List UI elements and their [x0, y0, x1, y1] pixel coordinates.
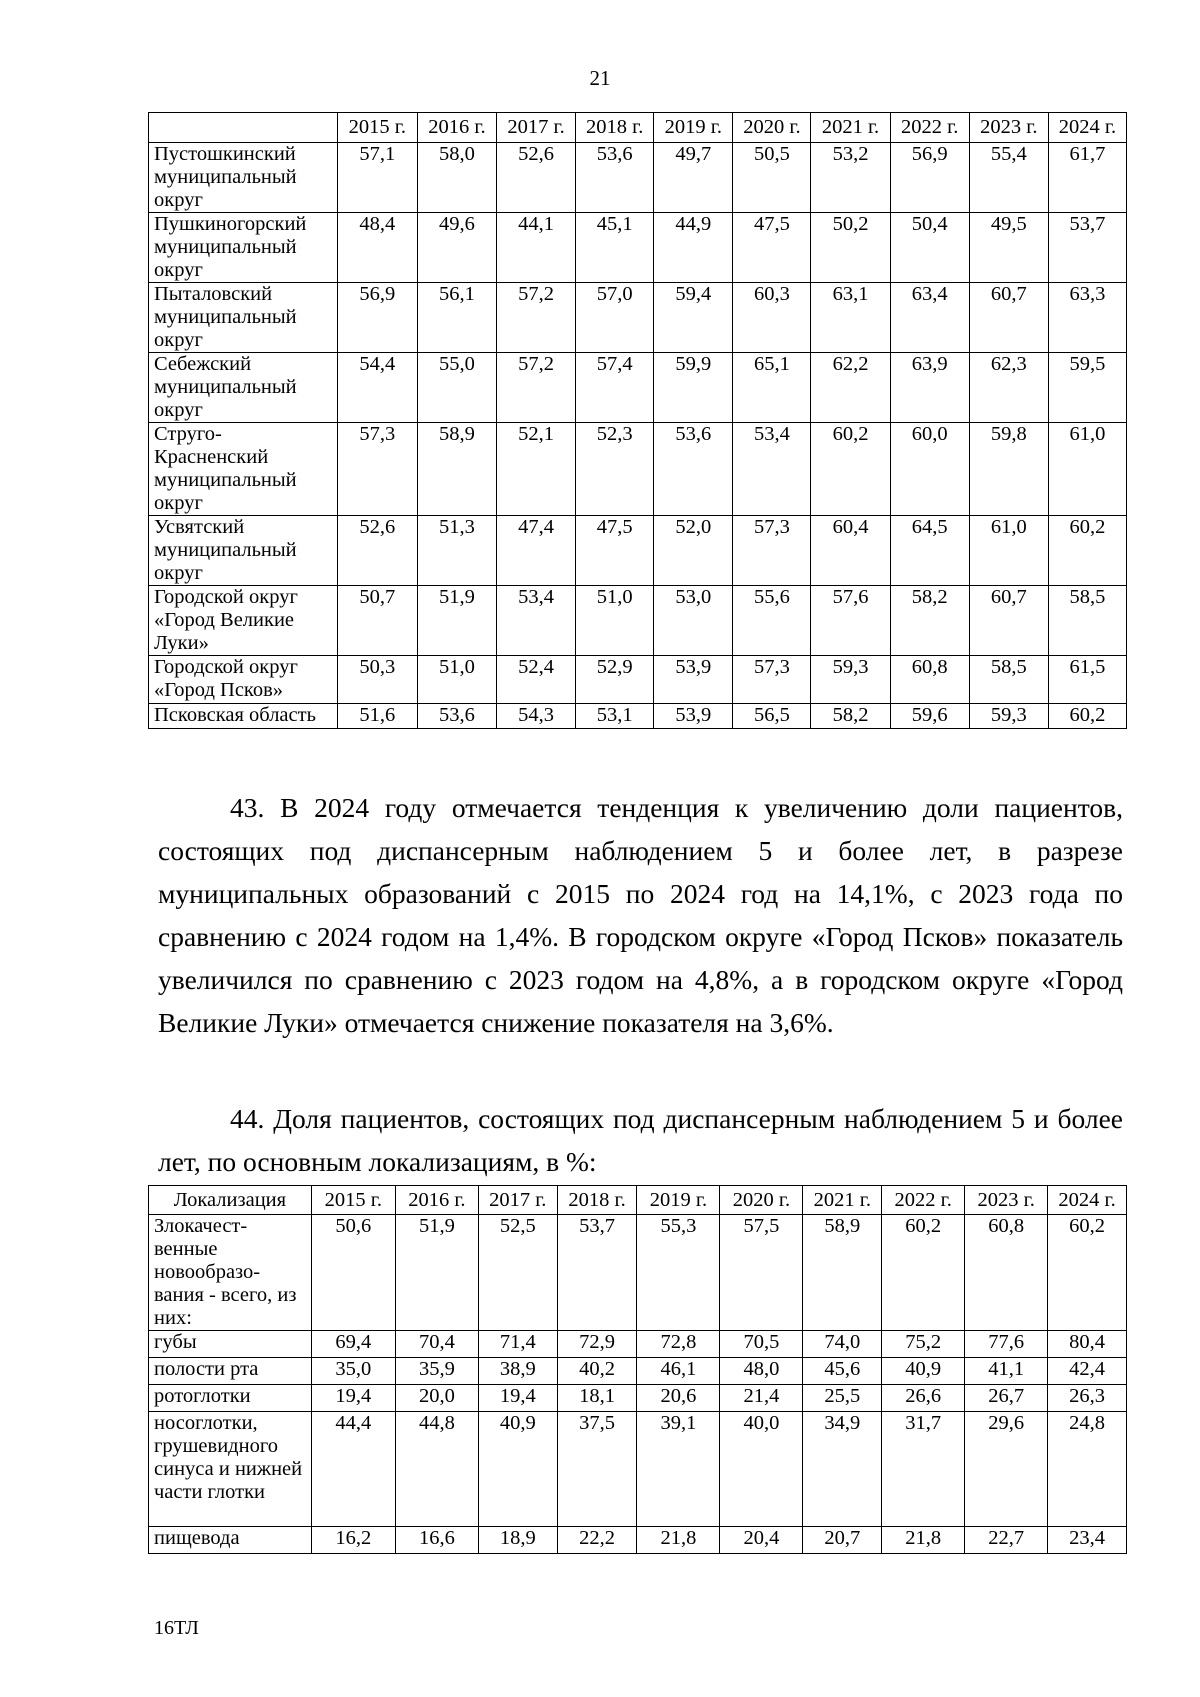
value-cell: 41,1 [965, 1358, 1048, 1385]
value-cell: 31,7 [882, 1412, 965, 1527]
header-cell: 2024 г. [1048, 1186, 1127, 1215]
value-cell: 50,3 [337, 656, 417, 704]
table-row [149, 353, 1127, 423]
value-cell: 60,2 [1048, 704, 1126, 729]
value-cell: 29,6 [965, 1412, 1048, 1527]
value-cell: 16,2 [311, 1527, 395, 1554]
value-cell: 21,8 [637, 1527, 720, 1554]
value-cell: 26,6 [882, 1385, 965, 1412]
value-cell: 56,5 [733, 704, 811, 729]
value-cell: 48,0 [720, 1358, 803, 1385]
value-cell: 19,4 [311, 1385, 395, 1412]
value-cell: 52,3 [576, 423, 654, 516]
header-cell: 2020 г. [733, 113, 811, 143]
header-cell: 2023 г. [965, 1186, 1048, 1215]
value-cell: 57,4 [576, 353, 654, 423]
row-label-cell: Псковская область [149, 704, 338, 729]
value-cell: 56,1 [417, 283, 496, 353]
value-cell: 57,0 [576, 283, 654, 353]
header-cell: 2024 г. [1048, 113, 1126, 143]
value-cell: 70,5 [720, 1331, 803, 1358]
table-row [149, 1358, 1127, 1385]
value-cell: 51,9 [417, 586, 496, 656]
value-cell: 18,1 [557, 1385, 637, 1412]
table-row [149, 213, 1127, 283]
footer-code: 16ТЛ [154, 1617, 199, 1639]
value-cell: 70,4 [395, 1331, 478, 1358]
value-cell: 63,1 [811, 283, 890, 353]
table-row [149, 423, 1127, 516]
value-cell: 53,4 [497, 586, 576, 656]
value-cell: 57,3 [337, 423, 417, 516]
value-cell: 26,3 [1048, 1385, 1127, 1412]
value-cell: 44,4 [311, 1412, 395, 1527]
value-cell: 57,5 [720, 1215, 803, 1331]
row-label-cell: Пыталовский муниципальный округ [149, 283, 338, 353]
value-cell: 48,4 [337, 213, 417, 283]
value-cell: 44,9 [654, 213, 733, 283]
value-cell: 52,9 [576, 656, 654, 704]
paragraph-43: 43. В 2024 году отмечается тенденция к увеличению доли пациентов, состоящих под диспансерным наблюдением 5 и более лет, в разрезе муниципальных образований с 2015 по 2024 год на 14,1%, с 2023 года по сравнению с 2024 годом на 1,4%. В городском округе «Город Псков» показатель увеличился по сравнению с 2023 годом на 4,8%, а в городском округе «Город Великие Луки» отмечается снижение показателя на 3,6%. [158, 792, 1123, 1038]
value-cell: 47,4 [497, 516, 576, 586]
value-cell: 60,2 [882, 1215, 965, 1331]
value-cell: 71,4 [478, 1331, 557, 1358]
value-cell: 59,8 [969, 423, 1048, 516]
value-cell: 49,5 [969, 213, 1048, 283]
row-label-cell: Пустошкинский муниципальный округ [149, 143, 338, 213]
value-cell: 52,6 [337, 516, 417, 586]
value-cell: 59,3 [811, 656, 890, 704]
value-cell: 47,5 [733, 213, 811, 283]
value-cell: 51,6 [337, 704, 417, 729]
value-cell: 40,9 [882, 1358, 965, 1385]
value-cell: 34,9 [803, 1412, 882, 1527]
value-cell: 61,0 [969, 516, 1048, 586]
table-row [149, 1527, 1127, 1554]
value-cell: 52,4 [497, 656, 576, 704]
value-cell: 51,3 [417, 516, 496, 586]
header-cell: 2022 г. [882, 1186, 965, 1215]
value-cell: 53,4 [733, 423, 811, 516]
value-cell: 53,2 [811, 143, 890, 213]
value-cell: 53,9 [654, 656, 733, 704]
value-cell: 65,1 [733, 353, 811, 423]
value-cell: 20,0 [395, 1385, 478, 1412]
value-cell: 60,8 [965, 1215, 1048, 1331]
value-cell: 50,6 [311, 1215, 395, 1331]
value-cell: 75,2 [882, 1331, 965, 1358]
value-cell: 60,7 [969, 283, 1048, 353]
value-cell: 35,0 [311, 1358, 395, 1385]
value-cell: 59,3 [969, 704, 1048, 729]
value-cell: 57,2 [497, 353, 576, 423]
value-cell: 50,2 [811, 213, 890, 283]
value-cell: 47,5 [576, 516, 654, 586]
value-cell: 53,6 [576, 143, 654, 213]
value-cell: 38,9 [478, 1358, 557, 1385]
value-cell: 59,9 [654, 353, 733, 423]
table-header-row [149, 1186, 1127, 1215]
header-cell: 2015 г. [311, 1186, 395, 1215]
value-cell: 57,3 [733, 656, 811, 704]
row-label-cell: пищевода [149, 1527, 312, 1554]
value-cell: 53,7 [557, 1215, 637, 1331]
value-cell: 55,3 [637, 1215, 720, 1331]
value-cell: 42,4 [1048, 1358, 1127, 1385]
row-label-cell: полости рта [149, 1358, 312, 1385]
value-cell: 54,4 [337, 353, 417, 423]
row-label-cell: Себежский муниципальный округ [149, 353, 338, 423]
table-row [149, 1385, 1127, 1412]
value-cell: 63,9 [890, 353, 969, 423]
header-cell: 2022 г. [890, 113, 969, 143]
value-cell: 55,6 [733, 586, 811, 656]
header-cell: 2023 г. [969, 113, 1048, 143]
value-cell: 63,3 [1048, 283, 1126, 353]
value-cell: 49,7 [654, 143, 733, 213]
value-cell: 61,5 [1048, 656, 1126, 704]
value-cell: 22,7 [965, 1527, 1048, 1554]
value-cell: 59,5 [1048, 353, 1126, 423]
value-cell: 20,6 [637, 1385, 720, 1412]
value-cell: 55,4 [969, 143, 1048, 213]
table-row [149, 586, 1127, 656]
row-label-cell: Струго-Красненский муниципальный округ [149, 423, 338, 516]
value-cell: 57,2 [497, 283, 576, 353]
value-cell: 62,3 [969, 353, 1048, 423]
value-cell: 59,4 [654, 283, 733, 353]
value-cell: 21,4 [720, 1385, 803, 1412]
value-cell: 64,5 [890, 516, 969, 586]
value-cell: 40,2 [557, 1358, 637, 1385]
header-cell: Локализация [149, 1186, 312, 1215]
value-cell: 52,0 [654, 516, 733, 586]
header-cell: 2019 г. [654, 113, 733, 143]
value-cell: 39,1 [637, 1412, 720, 1527]
value-cell: 40,9 [478, 1412, 557, 1527]
header-cell: 2015 г. [337, 113, 417, 143]
value-cell: 18,9 [478, 1527, 557, 1554]
value-cell: 72,8 [637, 1331, 720, 1358]
value-cell: 55,0 [417, 353, 496, 423]
value-cell: 60,4 [811, 516, 890, 586]
value-cell: 50,7 [337, 586, 417, 656]
value-cell: 77,6 [965, 1331, 1048, 1358]
value-cell: 52,5 [478, 1215, 557, 1331]
value-cell: 57,6 [811, 586, 890, 656]
value-cell: 44,8 [395, 1412, 478, 1527]
value-cell: 16,6 [395, 1527, 478, 1554]
value-cell: 37,5 [557, 1412, 637, 1527]
value-cell: 53,1 [576, 704, 654, 729]
row-label-cell: Злокачест-венные новообразо-вания - всего, из них: [149, 1215, 312, 1331]
value-cell: 51,0 [576, 586, 654, 656]
value-cell: 60,7 [969, 586, 1048, 656]
value-cell: 58,5 [969, 656, 1048, 704]
value-cell: 40,0 [720, 1412, 803, 1527]
value-cell: 35,9 [395, 1358, 478, 1385]
row-label-cell: Усвятский муниципальный округ [149, 516, 338, 586]
header-cell: 2016 г. [417, 113, 496, 143]
value-cell: 60,2 [811, 423, 890, 516]
value-cell: 46,1 [637, 1358, 720, 1385]
value-cell: 60,2 [1048, 1215, 1127, 1331]
value-cell: 26,7 [965, 1385, 1048, 1412]
value-cell: 24,8 [1048, 1412, 1127, 1527]
value-cell: 52,1 [497, 423, 576, 516]
value-cell: 22,2 [557, 1527, 637, 1554]
value-cell: 74,0 [803, 1331, 882, 1358]
header-cell: 2018 г. [576, 113, 654, 143]
value-cell: 62,2 [811, 353, 890, 423]
value-cell: 56,9 [890, 143, 969, 213]
value-cell: 53,9 [654, 704, 733, 729]
value-cell: 45,6 [803, 1358, 882, 1385]
value-cell: 23,4 [1048, 1527, 1127, 1554]
value-cell: 72,9 [557, 1331, 637, 1358]
value-cell: 58,2 [890, 586, 969, 656]
value-cell: 53,6 [654, 423, 733, 516]
table-row [149, 1215, 1127, 1331]
table-row [149, 516, 1127, 586]
value-cell: 53,6 [417, 704, 496, 729]
table-row [149, 704, 1127, 729]
value-cell: 58,2 [811, 704, 890, 729]
value-cell: 53,7 [1048, 213, 1126, 283]
value-cell: 20,4 [720, 1527, 803, 1554]
page-number: 21 [589, 66, 611, 90]
value-cell: 63,4 [890, 283, 969, 353]
value-cell: 45,1 [576, 213, 654, 283]
value-cell: 58,0 [417, 143, 496, 213]
value-cell: 51,9 [395, 1215, 478, 1331]
value-cell: 57,1 [337, 143, 417, 213]
value-cell: 58,5 [1048, 586, 1126, 656]
value-cell: 69,4 [311, 1331, 395, 1358]
table-row [149, 283, 1127, 353]
value-cell: 59,6 [890, 704, 969, 729]
header-cell: 2016 г. [395, 1186, 478, 1215]
localization-table [148, 1185, 1127, 1554]
value-cell: 56,9 [337, 283, 417, 353]
municipal-districts-table [148, 112, 1127, 729]
table-row [149, 656, 1127, 704]
header-cell: 2021 г. [811, 113, 890, 143]
value-cell: 50,5 [733, 143, 811, 213]
value-cell: 25,5 [803, 1385, 882, 1412]
value-cell: 53,0 [654, 586, 733, 656]
value-cell: 19,4 [478, 1385, 557, 1412]
table-row [149, 1331, 1127, 1358]
header-cell [149, 113, 338, 143]
row-label-cell: ротоглотки [149, 1385, 312, 1412]
value-cell: 51,0 [417, 656, 496, 704]
value-cell: 44,1 [497, 213, 576, 283]
value-cell: 61,7 [1048, 143, 1126, 213]
header-cell: 2018 г. [557, 1186, 637, 1215]
value-cell: 21,8 [882, 1527, 965, 1554]
row-label-cell: губы [149, 1331, 312, 1358]
value-cell: 58,9 [417, 423, 496, 516]
header-cell: 2017 г. [478, 1186, 557, 1215]
header-cell: 2020 г. [720, 1186, 803, 1215]
value-cell: 80,4 [1048, 1331, 1127, 1358]
table-header-row [149, 113, 1127, 143]
value-cell: 60,0 [890, 423, 969, 516]
row-label-cell: Городской округ «Город Псков» [149, 656, 338, 704]
paragraph-44: 44. Доля пациентов, состоящих под диспансерным наблюдением 5 и более лет, по основным локализациям, в %: [158, 1103, 1123, 1177]
value-cell: 60,2 [1048, 516, 1126, 586]
value-cell: 49,6 [417, 213, 496, 283]
value-cell: 57,3 [733, 516, 811, 586]
header-cell: 2017 г. [497, 113, 576, 143]
row-label-cell: Пушкиногорский муниципальный округ [149, 213, 338, 283]
value-cell: 50,4 [890, 213, 969, 283]
value-cell: 61,0 [1048, 423, 1126, 516]
value-cell: 60,8 [890, 656, 969, 704]
value-cell: 54,3 [497, 704, 576, 729]
table-row [149, 143, 1127, 213]
value-cell: 60,3 [733, 283, 811, 353]
value-cell: 58,9 [803, 1215, 882, 1331]
table-row [149, 1412, 1127, 1527]
value-cell: 52,6 [497, 143, 576, 213]
header-cell: 2021 г. [803, 1186, 882, 1215]
row-label-cell: Городской округ «Город Великие Луки» [149, 586, 338, 656]
row-label-cell: носоглотки, грушевидного синуса и нижней части глотки [149, 1412, 312, 1527]
value-cell: 20,7 [803, 1527, 882, 1554]
header-cell: 2019 г. [637, 1186, 720, 1215]
